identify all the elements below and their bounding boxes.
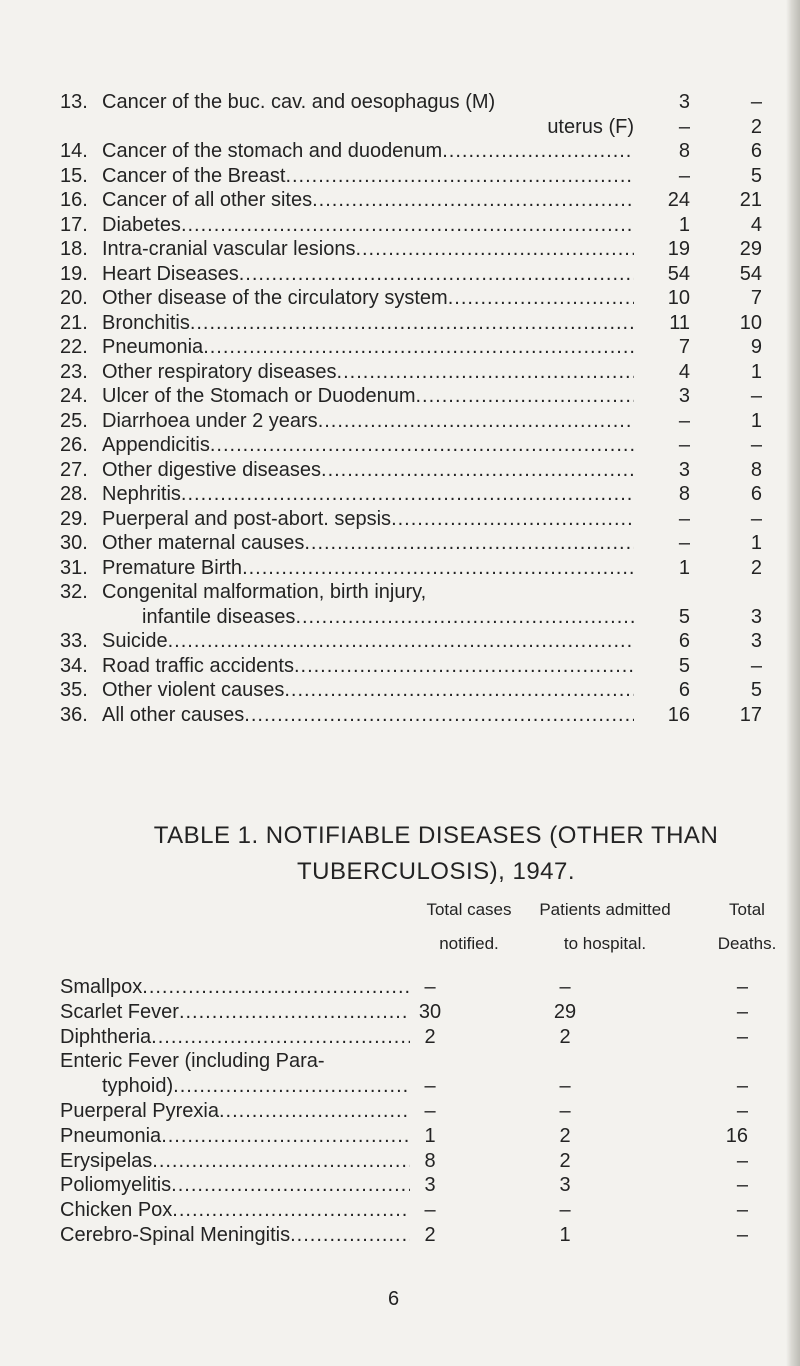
cause-label-text: Cancer of the stomach and duodenum: [102, 140, 443, 162]
table-title: [96, 818, 776, 890]
cause-row: [60, 409, 762, 434]
cause-number: 22.: [60, 336, 88, 358]
female-deaths: –: [750, 654, 762, 677]
dot-leader: [290, 1223, 410, 1248]
male-deaths: 3: [678, 91, 690, 113]
cause-label: [102, 507, 634, 532]
cause-label: [102, 580, 634, 605]
cause-row: [60, 188, 762, 213]
cause-row: [60, 703, 762, 728]
table-row: [60, 1099, 770, 1124]
cause-label: [102, 556, 634, 581]
admitted-to-hospital: 3: [559, 1174, 571, 1197]
male-deaths: 10: [667, 287, 690, 309]
admitted-to-hospital: 2: [559, 1149, 571, 1172]
female-deaths: 3: [750, 630, 762, 652]
male-deaths: –: [678, 409, 690, 432]
admitted-to-hospital: 2: [559, 1124, 571, 1147]
admitted-to-hospital: –: [559, 1199, 571, 1222]
dot-leader: [318, 409, 634, 434]
cases-notified: 2: [424, 1025, 436, 1048]
disease-label: [60, 975, 410, 1000]
cause-number: 28.: [60, 483, 88, 505]
male-deaths: 8: [678, 140, 690, 162]
cause-row: [60, 139, 762, 164]
female-deaths: 8: [750, 458, 762, 481]
dot-leader: [210, 433, 634, 458]
dot-leader: [285, 164, 634, 189]
cause-label-text: Cancer of the buc. cav. and oesophagus (M): [102, 91, 496, 113]
female-deaths: 7: [750, 287, 762, 309]
dot-leader: [442, 139, 634, 164]
total-deaths: –: [736, 1099, 748, 1122]
male-deaths: 3: [678, 385, 690, 407]
female-deaths: 3: [750, 605, 762, 628]
cause-label: [102, 360, 634, 385]
cause-label-text: Puerperal and post-abort. sepsis: [102, 507, 392, 530]
cause-label-text: Ulcer of the Stomach or Duodenum: [102, 385, 416, 407]
cause-row: [60, 335, 762, 360]
cause-label-text: Other violent causes: [102, 679, 285, 701]
cause-label: [102, 188, 634, 213]
total-deaths: –: [736, 1000, 748, 1023]
cases-notified: –: [424, 976, 436, 998]
notifiable-diseases-table: [60, 975, 770, 1248]
cause-number: 33.: [60, 630, 88, 652]
cause-row: [60, 580, 762, 605]
female-deaths: 21: [739, 189, 762, 211]
dot-leader: [321, 458, 634, 483]
cause-row: [60, 556, 762, 581]
disease-label: [60, 1000, 410, 1025]
cause-number: 32.: [60, 581, 88, 603]
cause-label-text: Nephritis: [102, 483, 181, 505]
cause-label: [102, 115, 634, 140]
disease-label-text: Puerperal Pyrexia: [60, 1099, 219, 1122]
admitted-to-hospital: 29: [553, 1000, 577, 1023]
dot-leader: [337, 360, 634, 385]
female-deaths: 6: [750, 483, 762, 505]
cases-notified: 1: [424, 1124, 436, 1147]
cause-row: [60, 458, 762, 483]
table-title-line-1: TABLE 1. NOTIFIABLE DISEASES (OTHER THAN: [153, 822, 719, 849]
cause-row: [60, 311, 762, 336]
table-row: [60, 1198, 770, 1223]
header-total-cases-line-1: Total cases: [426, 900, 512, 919]
male-deaths: 8: [678, 483, 690, 505]
disease-label: [60, 1049, 410, 1074]
disease-label: [60, 1025, 410, 1050]
disease-label-text: typhoid): [102, 1075, 174, 1098]
dot-leader: [495, 90, 634, 115]
cause-label: [102, 139, 634, 164]
cause-label: [102, 286, 634, 311]
header-patients-admitted-line-1: Patients admitted: [539, 900, 671, 919]
disease-label: [60, 1223, 410, 1248]
dot-leader: [152, 1149, 410, 1174]
cause-row: [60, 115, 762, 140]
table-row: [60, 1000, 770, 1025]
header-total-cases-line-2: notified.: [439, 934, 499, 953]
cases-notified: 2: [424, 1223, 436, 1246]
cause-row: [60, 531, 762, 556]
disease-label: [60, 1198, 410, 1223]
female-deaths: 1: [750, 532, 762, 554]
female-deaths: –: [750, 507, 762, 530]
cause-label-text: All other causes: [102, 703, 245, 726]
dot-leader: [242, 556, 634, 581]
cause-number: 30.: [60, 532, 88, 554]
cause-label: [102, 629, 634, 654]
female-deaths: 2: [750, 115, 762, 138]
cause-label-text: Bronchitis: [102, 311, 190, 334]
disease-label-text: Poliomyelitis: [60, 1174, 172, 1197]
disease-label-text: Enteric Fever (including Para-: [60, 1050, 325, 1073]
cause-label-text: Appendicitis: [102, 434, 210, 456]
total-deaths: –: [736, 1025, 748, 1048]
dot-leader: [168, 629, 634, 654]
causes-of-death-list: [60, 90, 762, 727]
female-deaths: 4: [750, 213, 762, 236]
dot-leader: [171, 1173, 410, 1198]
female-deaths: 54: [739, 262, 762, 285]
cause-label-text: Pneumonia: [102, 336, 204, 358]
cause-number: 19.: [60, 262, 88, 285]
table-row: [60, 1074, 770, 1099]
cause-label: [102, 335, 634, 360]
cause-label: [102, 531, 634, 556]
disease-label-text: Cerebro-Spinal Meningitis: [60, 1223, 291, 1246]
female-deaths: 2: [750, 556, 762, 579]
admitted-to-hospital: –: [559, 1099, 571, 1122]
dot-leader: [142, 975, 410, 1000]
cause-label-text: Suicide: [102, 630, 168, 652]
cause-number: 20.: [60, 287, 88, 309]
cause-row: [60, 433, 762, 458]
cause-number: 24.: [60, 385, 88, 407]
male-deaths: –: [678, 532, 690, 554]
cause-number: 25.: [60, 409, 88, 432]
female-deaths: 1: [750, 360, 762, 383]
male-deaths: 5: [678, 605, 690, 628]
disease-label: [60, 1074, 410, 1099]
page-edge-shadow: [786, 0, 800, 1366]
dot-leader: [219, 1099, 410, 1124]
cause-label: [102, 237, 634, 262]
cause-label-text: uterus (F): [547, 115, 634, 138]
cause-label: [102, 703, 634, 728]
cause-number: 31.: [60, 556, 88, 579]
dot-leader: [239, 262, 634, 287]
female-deaths: –: [750, 91, 762, 113]
female-deaths: 6: [750, 140, 762, 162]
male-deaths: 19: [667, 238, 690, 260]
cause-label: [102, 409, 634, 434]
dot-leader: [181, 213, 634, 238]
dot-leader: [325, 1049, 410, 1074]
dot-leader: [190, 311, 634, 336]
cause-label-text: Other respiratory diseases: [102, 360, 337, 383]
female-deaths: –: [750, 434, 762, 456]
total-deaths: –: [736, 1223, 748, 1246]
cause-label-text: Premature Birth: [102, 556, 243, 579]
admitted-to-hospital: –: [559, 1075, 571, 1098]
cause-label: [102, 458, 634, 483]
dot-leader: [295, 605, 634, 630]
cause-number: 14.: [60, 140, 88, 162]
disease-label-text: Diphtheria: [60, 1025, 152, 1048]
cause-label-text: Cancer of the Breast: [102, 164, 286, 187]
disease-label-text: Pneumonia: [60, 1124, 162, 1147]
admitted-to-hospital: 1: [559, 1223, 571, 1246]
disease-label-text: Scarlet Fever: [60, 1000, 179, 1023]
male-deaths: –: [678, 434, 690, 456]
cases-notified: 3: [424, 1174, 436, 1197]
cause-row: [60, 384, 762, 409]
table-row: [60, 1149, 770, 1174]
header-total-deaths-line-1: Total: [729, 900, 765, 919]
table-row: [60, 975, 770, 1000]
male-deaths: 5: [678, 654, 690, 677]
male-deaths: –: [678, 115, 690, 138]
dot-leader: [304, 531, 634, 556]
cause-number: 18.: [60, 238, 88, 260]
cause-label: [102, 678, 634, 703]
male-deaths: 6: [678, 679, 690, 701]
disease-label-text: Erysipelas: [60, 1149, 153, 1172]
admitted-to-hospital: –: [559, 976, 571, 998]
female-deaths: 5: [750, 164, 762, 187]
cause-number: 23.: [60, 360, 88, 383]
dot-leader: [416, 384, 635, 409]
male-deaths: 54: [667, 262, 690, 285]
cause-label-text: Congenital malformation, birth injury,: [102, 581, 427, 603]
table-row: [60, 1025, 770, 1050]
table-row: [60, 1124, 770, 1149]
cause-label: [102, 213, 634, 238]
header-total-cases: [424, 900, 514, 954]
disease-label-text: Chicken Pox: [60, 1199, 173, 1222]
cause-number: 13.: [60, 91, 88, 113]
cause-number: 36.: [60, 703, 88, 726]
dot-leader: [151, 1025, 410, 1050]
cause-number: 27.: [60, 458, 88, 481]
total-deaths: –: [736, 976, 748, 998]
dot-leader: [179, 1000, 410, 1025]
cases-notified: –: [424, 1099, 436, 1122]
cause-label-text: Road traffic accidents: [102, 654, 294, 677]
female-deaths: 1: [750, 409, 762, 432]
dot-leader: [161, 1124, 410, 1149]
cause-label-text: Other disease of the circulatory system: [102, 287, 448, 309]
total-deaths: –: [736, 1199, 748, 1222]
male-deaths: 6: [678, 630, 690, 652]
female-deaths: 5: [750, 679, 762, 701]
female-deaths: 17: [739, 703, 762, 726]
dot-leader: [312, 188, 634, 213]
dot-leader: [355, 237, 634, 262]
cause-row: [60, 286, 762, 311]
cause-label-text: Diarrhoea under 2 years: [102, 409, 318, 432]
male-deaths: –: [678, 507, 690, 530]
table-row: [60, 1173, 770, 1198]
cause-row: [60, 90, 762, 115]
cause-label-text: infantile diseases: [142, 605, 296, 628]
cause-label-text: Heart Diseases: [102, 262, 239, 285]
cause-number: 35.: [60, 679, 88, 701]
dot-leader: [181, 482, 634, 507]
cause-row: [60, 629, 762, 654]
cause-label: [102, 605, 634, 630]
male-deaths: 24: [667, 189, 690, 211]
cause-label: [102, 482, 634, 507]
female-deaths: 9: [750, 336, 762, 358]
disease-label: [60, 1099, 410, 1124]
male-deaths: –: [678, 164, 690, 187]
male-deaths: 3: [678, 458, 690, 481]
table-title-line-2: TUBERCULOSIS), 1947.: [296, 858, 576, 885]
header-patients-admitted-line-2: to hospital.: [563, 934, 647, 953]
disease-label: [60, 1124, 410, 1149]
table-row: [60, 1223, 770, 1248]
cause-label-text: Cancer of all other sites: [102, 189, 313, 211]
admitted-to-hospital: 2: [559, 1025, 571, 1048]
female-deaths: –: [750, 385, 762, 407]
cases-notified: 30: [418, 1000, 442, 1023]
cause-label: [102, 262, 634, 287]
cause-label-text: Diabetes: [102, 213, 181, 236]
dot-leader: [294, 654, 634, 679]
dot-leader: [172, 1198, 410, 1223]
cause-row: [60, 360, 762, 385]
dot-leader: [244, 703, 634, 728]
total-deaths: –: [736, 1149, 748, 1172]
header-total-deaths-line-2: Deaths.: [717, 934, 777, 953]
male-deaths: 16: [667, 703, 690, 726]
disease-label: [60, 1173, 410, 1198]
dot-leader: [173, 1074, 410, 1099]
dot-leader: [426, 580, 634, 605]
cause-number: 16.: [60, 189, 88, 211]
cause-label-text: Other maternal causes: [102, 532, 305, 554]
cause-row: [60, 482, 762, 507]
cause-row: [60, 507, 762, 532]
disease-label: [60, 1149, 410, 1174]
total-deaths: 16: [725, 1124, 748, 1147]
cause-label: [102, 433, 634, 458]
cause-row: [60, 654, 762, 679]
cause-number: 26.: [60, 434, 88, 456]
cause-number: 17.: [60, 213, 88, 236]
cause-label-text: Intra-cranial vascular lesions: [102, 238, 356, 260]
disease-label-text: Smallpox: [60, 976, 143, 998]
total-deaths: –: [736, 1174, 748, 1197]
cause-row: [60, 164, 762, 189]
header-total-deaths: [710, 900, 784, 954]
female-deaths: 29: [739, 238, 762, 260]
cause-label: [102, 311, 634, 336]
cause-row: [60, 678, 762, 703]
cause-label-text: Other digestive diseases: [102, 458, 322, 481]
male-deaths: 1: [678, 556, 690, 579]
cases-notified: 8: [424, 1149, 436, 1172]
cause-number: 15.: [60, 164, 88, 187]
dot-leader: [448, 286, 634, 311]
cause-label: [102, 164, 634, 189]
dot-leader: [284, 678, 634, 703]
dot-leader: [391, 507, 634, 532]
total-deaths: –: [736, 1075, 748, 1098]
cause-number: 21.: [60, 311, 88, 334]
male-deaths: 11: [669, 311, 690, 334]
cause-label: [102, 90, 634, 115]
cause-label: [102, 384, 634, 409]
cases-notified: –: [424, 1075, 436, 1098]
cause-number: 29.: [60, 507, 88, 530]
cause-number: 34.: [60, 654, 88, 677]
dot-leader: [203, 335, 634, 360]
cause-row: [60, 213, 762, 238]
male-deaths: 1: [678, 213, 690, 236]
cause-row: [60, 237, 762, 262]
female-deaths: 10: [739, 311, 762, 334]
cause-row: [60, 605, 762, 630]
cases-notified: –: [424, 1199, 436, 1222]
cause-label: [102, 654, 634, 679]
male-deaths: 4: [678, 360, 690, 383]
header-patients-admitted: [530, 900, 680, 954]
page-number: 6: [388, 1288, 400, 1310]
male-deaths: 7: [678, 336, 690, 358]
table-row: [60, 1049, 770, 1074]
cause-row: [60, 262, 762, 287]
